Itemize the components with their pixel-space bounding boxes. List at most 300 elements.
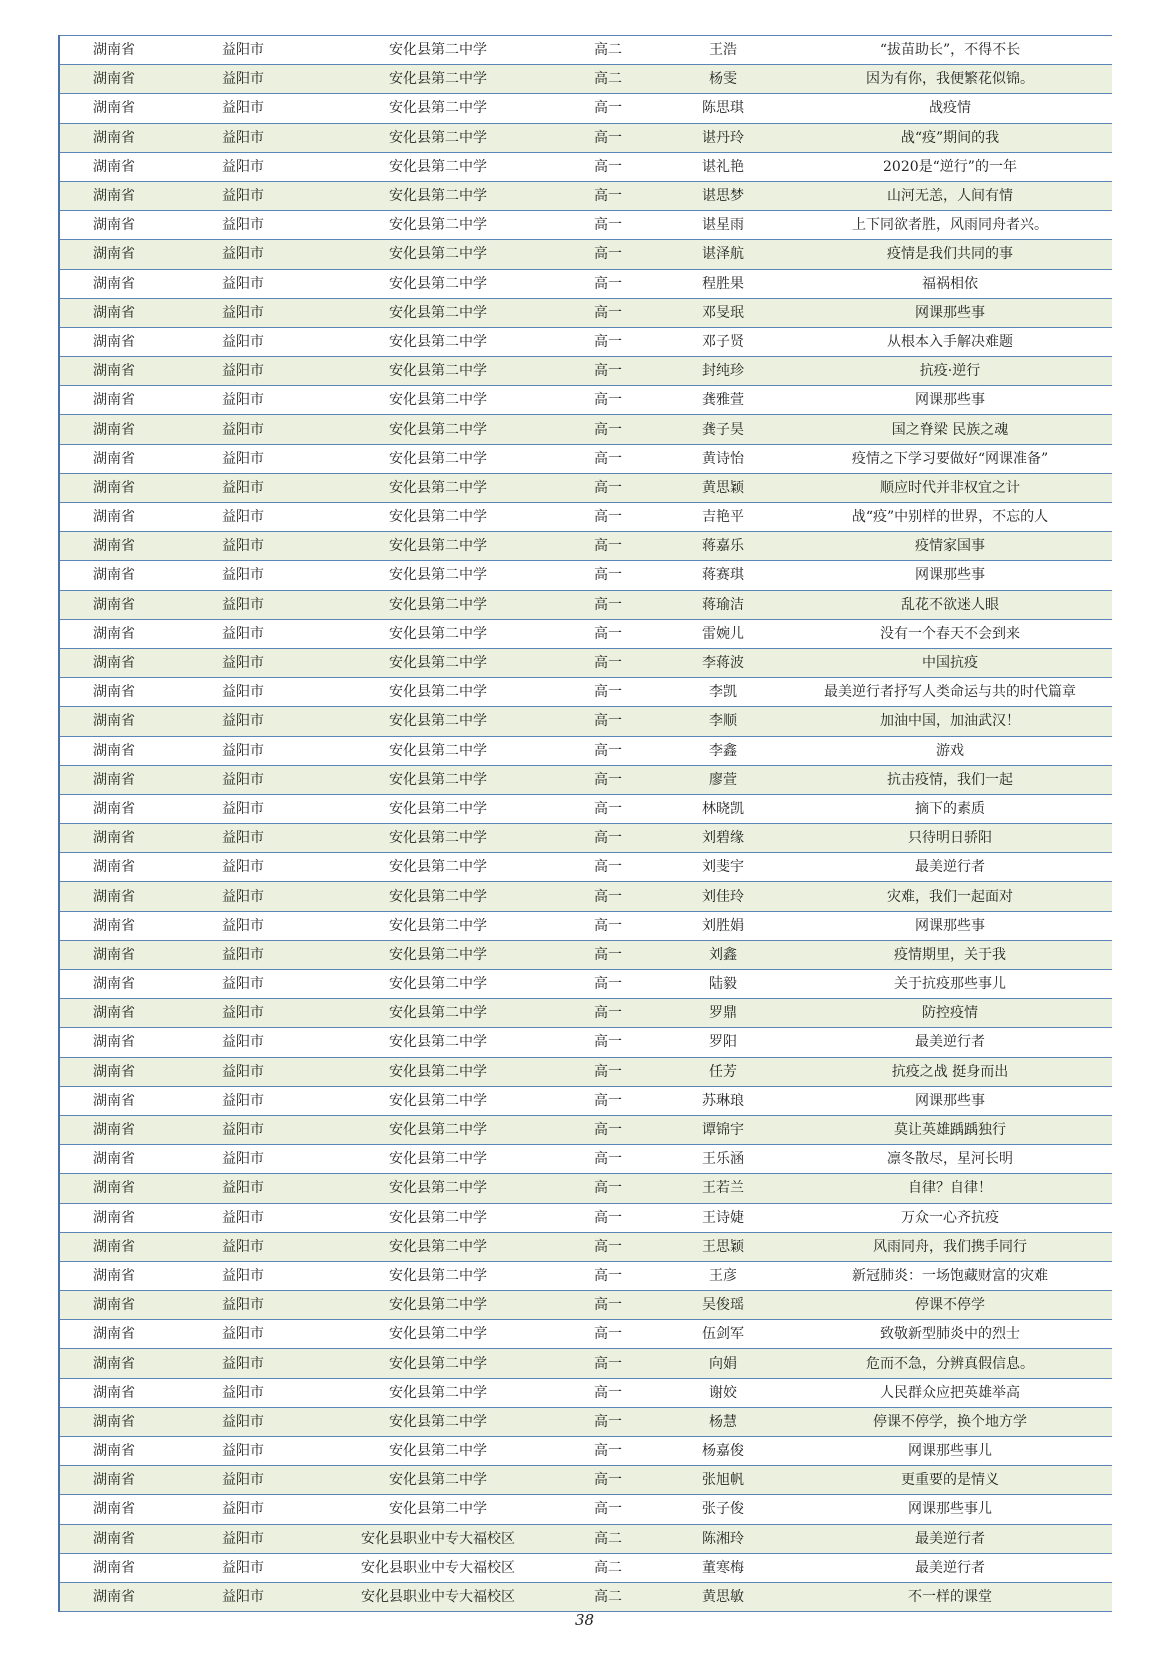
school-cell: 安化县第二中学 — [318, 619, 558, 648]
city-cell: 益阳市 — [168, 1349, 318, 1378]
school-cell: 安化县第二中学 — [318, 181, 558, 210]
name-cell: 王乐涵 — [658, 1145, 788, 1174]
grade-cell: 高二 — [558, 36, 658, 65]
table-row — [60, 882, 1112, 911]
school-cell: 安化县职业中专大福校区 — [318, 1582, 558, 1611]
table-row — [60, 1407, 1112, 1436]
school-cell: 安化县第二中学 — [318, 940, 558, 969]
grade-cell: 高一 — [558, 1407, 658, 1436]
city-cell: 益阳市 — [168, 1174, 318, 1203]
table-row — [60, 970, 1112, 999]
title-cell: 抗疫之战 挺身而出 — [788, 1057, 1112, 1086]
title-cell: 游戏 — [788, 736, 1112, 765]
grade-cell: 高一 — [558, 1378, 658, 1407]
table-row — [60, 648, 1112, 677]
title-cell: 摘下的素质 — [788, 794, 1112, 823]
name-cell: 龚雅萱 — [658, 386, 788, 415]
title-cell: 凛冬散尽，星河长明 — [788, 1145, 1112, 1174]
table-row — [60, 794, 1112, 823]
title-cell: 网课那些事儿 — [788, 1495, 1112, 1524]
name-cell: 龚子昊 — [658, 415, 788, 444]
grade-cell: 高一 — [558, 853, 658, 882]
name-cell: 刘胜娟 — [658, 911, 788, 940]
table-row — [60, 1057, 1112, 1086]
name-cell: 雷婉儿 — [658, 619, 788, 648]
city-cell: 益阳市 — [168, 1320, 318, 1349]
grade-cell: 高一 — [558, 269, 658, 298]
grade-cell: 高一 — [558, 794, 658, 823]
title-cell: 顺应时代并非权宜之计 — [788, 473, 1112, 502]
name-cell: 王彦 — [658, 1261, 788, 1290]
province-cell: 湖南省 — [60, 444, 168, 473]
school-cell: 安化县第二中学 — [318, 473, 558, 502]
title-cell: 网课那些事 — [788, 1086, 1112, 1115]
school-cell: 安化县第二中学 — [318, 415, 558, 444]
province-cell: 湖南省 — [60, 269, 168, 298]
grade-cell: 高一 — [558, 298, 658, 327]
title-cell: 防控疫情 — [788, 999, 1112, 1028]
province-cell: 湖南省 — [60, 415, 168, 444]
school-cell: 安化县第二中学 — [318, 1232, 558, 1261]
grade-cell: 高一 — [558, 1495, 658, 1524]
province-cell: 湖南省 — [60, 532, 168, 561]
city-cell: 益阳市 — [168, 327, 318, 356]
school-cell: 安化县第二中学 — [318, 1349, 558, 1378]
school-cell: 安化县第二中学 — [318, 269, 558, 298]
province-cell: 湖南省 — [60, 882, 168, 911]
title-cell: 停课不停学，换个地方学 — [788, 1407, 1112, 1436]
name-cell: 苏琳琅 — [658, 1086, 788, 1115]
name-cell: 刘碧缘 — [658, 824, 788, 853]
grade-cell: 高一 — [558, 824, 658, 853]
grade-cell: 高一 — [558, 503, 658, 532]
title-cell: 不一样的课堂 — [788, 1582, 1112, 1611]
name-cell: 刘鑫 — [658, 940, 788, 969]
grade-cell: 高一 — [558, 415, 658, 444]
table-row — [60, 386, 1112, 415]
table-row — [60, 765, 1112, 794]
table-row — [60, 415, 1112, 444]
city-cell: 益阳市 — [168, 1115, 318, 1144]
school-cell: 安化县第二中学 — [318, 648, 558, 677]
school-cell: 安化县第二中学 — [318, 561, 558, 590]
city-cell: 益阳市 — [168, 1524, 318, 1553]
city-cell: 益阳市 — [168, 415, 318, 444]
title-cell: 网课那些事 — [788, 561, 1112, 590]
entries-table — [58, 35, 1112, 1612]
school-cell: 安化县第二中学 — [318, 532, 558, 561]
table-row — [60, 1115, 1112, 1144]
table-row — [60, 1028, 1112, 1057]
city-cell: 益阳市 — [168, 1291, 318, 1320]
city-cell: 益阳市 — [168, 619, 318, 648]
grade-cell: 高一 — [558, 678, 658, 707]
table-row — [60, 1524, 1112, 1553]
province-cell: 湖南省 — [60, 1261, 168, 1290]
title-cell: 战“疫”中别样的世界，不忘的人 — [788, 503, 1112, 532]
city-cell: 益阳市 — [168, 181, 318, 210]
city-cell: 益阳市 — [168, 824, 318, 853]
province-cell: 湖南省 — [60, 1407, 168, 1436]
title-cell: 莫让英雄踽踽独行 — [788, 1115, 1112, 1144]
school-cell: 安化县职业中专大福校区 — [318, 1553, 558, 1582]
table-row — [60, 1349, 1112, 1378]
grade-cell: 高一 — [558, 648, 658, 677]
table-row — [60, 678, 1112, 707]
province-cell: 湖南省 — [60, 1437, 168, 1466]
table-row — [60, 1145, 1112, 1174]
city-cell: 益阳市 — [168, 590, 318, 619]
name-cell: 陈湘玲 — [658, 1524, 788, 1553]
grade-cell: 高一 — [558, 1115, 658, 1144]
school-cell: 安化县第二中学 — [318, 211, 558, 240]
city-cell: 益阳市 — [168, 298, 318, 327]
name-cell: 谌礼艳 — [658, 152, 788, 181]
school-cell: 安化县第二中学 — [318, 707, 558, 736]
school-cell: 安化县第二中学 — [318, 1261, 558, 1290]
name-cell: 蒋嘉乐 — [658, 532, 788, 561]
grade-cell: 高二 — [558, 1524, 658, 1553]
province-cell: 湖南省 — [60, 794, 168, 823]
name-cell: 封纯珍 — [658, 357, 788, 386]
province-cell: 湖南省 — [60, 152, 168, 181]
name-cell: 李鑫 — [658, 736, 788, 765]
grade-cell: 高一 — [558, 1320, 658, 1349]
school-cell: 安化县第二中学 — [318, 678, 558, 707]
name-cell: 李蒋波 — [658, 648, 788, 677]
table-row — [60, 707, 1112, 736]
city-cell: 益阳市 — [168, 1057, 318, 1086]
name-cell: 谌星雨 — [658, 211, 788, 240]
title-cell: 疫情是我们共同的事 — [788, 240, 1112, 269]
table-row — [60, 211, 1112, 240]
city-cell: 益阳市 — [168, 736, 318, 765]
grade-cell: 高一 — [558, 707, 658, 736]
title-cell: 疫情之下学习要做好“网课准备” — [788, 444, 1112, 473]
grade-cell: 高二 — [558, 1553, 658, 1582]
city-cell: 益阳市 — [168, 1378, 318, 1407]
title-cell: 福祸相依 — [788, 269, 1112, 298]
city-cell: 益阳市 — [168, 1232, 318, 1261]
province-cell: 湖南省 — [60, 94, 168, 123]
province-cell: 湖南省 — [60, 1349, 168, 1378]
grade-cell: 高一 — [558, 970, 658, 999]
table-row — [60, 1495, 1112, 1524]
school-cell: 安化县第二中学 — [318, 444, 558, 473]
table-row — [60, 1232, 1112, 1261]
title-cell: 从根本入手解决难题 — [788, 327, 1112, 356]
province-cell: 湖南省 — [60, 1553, 168, 1582]
grade-cell: 高一 — [558, 1057, 658, 1086]
title-cell: 疫情家国事 — [788, 532, 1112, 561]
province-cell: 湖南省 — [60, 1028, 168, 1057]
title-cell: 抗疫·逆行 — [788, 357, 1112, 386]
city-cell: 益阳市 — [168, 1145, 318, 1174]
title-cell: 最美逆行者抒写人类命运与共的时代篇章 — [788, 678, 1112, 707]
name-cell: 杨雯 — [658, 65, 788, 94]
school-cell: 安化县第二中学 — [318, 357, 558, 386]
table-row — [60, 473, 1112, 502]
province-cell: 湖南省 — [60, 1203, 168, 1232]
table-row — [60, 736, 1112, 765]
table-row — [60, 1466, 1112, 1495]
school-cell: 安化县第二中学 — [318, 765, 558, 794]
table-row — [60, 1553, 1112, 1582]
province-cell: 湖南省 — [60, 911, 168, 940]
name-cell: 张子俊 — [658, 1495, 788, 1524]
title-cell: 没有一个春天不会到来 — [788, 619, 1112, 648]
table-row — [60, 911, 1112, 940]
title-cell: 国之脊梁 民族之魂 — [788, 415, 1112, 444]
province-cell: 湖南省 — [60, 473, 168, 502]
title-cell: 新冠肺炎：一场饱藏财富的灾难 — [788, 1261, 1112, 1290]
province-cell: 湖南省 — [60, 503, 168, 532]
province-cell: 湖南省 — [60, 999, 168, 1028]
table-row — [60, 590, 1112, 619]
province-cell: 湖南省 — [60, 1115, 168, 1144]
grade-cell: 高一 — [558, 911, 658, 940]
table-row — [60, 298, 1112, 327]
name-cell: 吴俊瑶 — [658, 1291, 788, 1320]
title-cell: 最美逆行者 — [788, 1524, 1112, 1553]
name-cell: 谌丹玲 — [658, 123, 788, 152]
city-cell: 益阳市 — [168, 473, 318, 502]
grade-cell: 高一 — [558, 327, 658, 356]
province-cell: 湖南省 — [60, 648, 168, 677]
table-row — [60, 999, 1112, 1028]
table-row — [60, 152, 1112, 181]
name-cell: 黄思颖 — [658, 473, 788, 502]
title-cell: 加油中国，加油武汉！ — [788, 707, 1112, 736]
province-cell: 湖南省 — [60, 240, 168, 269]
province-cell: 湖南省 — [60, 386, 168, 415]
city-cell: 益阳市 — [168, 648, 318, 677]
title-cell: 网课那些事儿 — [788, 1437, 1112, 1466]
school-cell: 安化县第二中学 — [318, 1466, 558, 1495]
province-cell: 湖南省 — [60, 590, 168, 619]
school-cell: 安化县第二中学 — [318, 1495, 558, 1524]
province-cell: 湖南省 — [60, 1320, 168, 1349]
city-cell: 益阳市 — [168, 707, 318, 736]
name-cell: 王若兰 — [658, 1174, 788, 1203]
school-cell: 安化县第二中学 — [318, 386, 558, 415]
title-cell: 最美逆行者 — [788, 1553, 1112, 1582]
province-cell: 湖南省 — [60, 357, 168, 386]
table-row — [60, 1174, 1112, 1203]
school-cell: 安化县第二中学 — [318, 1437, 558, 1466]
grade-cell: 高一 — [558, 1437, 658, 1466]
province-cell: 湖南省 — [60, 970, 168, 999]
grade-cell: 高一 — [558, 561, 658, 590]
table-row — [60, 357, 1112, 386]
title-cell: 万众一心齐抗疫 — [788, 1203, 1112, 1232]
title-cell: 危而不急，分辨真假信息。 — [788, 1349, 1112, 1378]
name-cell: 向娟 — [658, 1349, 788, 1378]
name-cell: 李凯 — [658, 678, 788, 707]
province-cell: 湖南省 — [60, 736, 168, 765]
name-cell: 刘斐宇 — [658, 853, 788, 882]
city-cell: 益阳市 — [168, 1261, 318, 1290]
grade-cell: 高一 — [558, 1086, 658, 1115]
city-cell: 益阳市 — [168, 678, 318, 707]
province-cell: 湖南省 — [60, 1086, 168, 1115]
grade-cell: 高一 — [558, 1174, 658, 1203]
city-cell: 益阳市 — [168, 36, 318, 65]
city-cell: 益阳市 — [168, 1028, 318, 1057]
school-cell: 安化县第二中学 — [318, 911, 558, 940]
grade-cell: 高一 — [558, 123, 658, 152]
school-cell: 安化县第二中学 — [318, 1320, 558, 1349]
grade-cell: 高二 — [558, 65, 658, 94]
table-row — [60, 444, 1112, 473]
title-cell: 因为有你，我便繁花似锦。 — [788, 65, 1112, 94]
grade-cell: 高一 — [558, 1466, 658, 1495]
city-cell: 益阳市 — [168, 1466, 318, 1495]
grade-cell: 高一 — [558, 1203, 658, 1232]
title-cell: 灾难，我们一起面对 — [788, 882, 1112, 911]
title-cell: 人民群众应把英雄举高 — [788, 1378, 1112, 1407]
title-cell: 网课那些事 — [788, 298, 1112, 327]
table-row — [60, 36, 1112, 65]
name-cell: 邓子贤 — [658, 327, 788, 356]
school-cell: 安化县第二中学 — [318, 882, 558, 911]
province-cell: 湖南省 — [60, 561, 168, 590]
school-cell: 安化县第二中学 — [318, 152, 558, 181]
grade-cell: 高一 — [558, 999, 658, 1028]
city-cell: 益阳市 — [168, 882, 318, 911]
school-cell: 安化县第二中学 — [318, 1115, 558, 1144]
title-cell: 乱花不欲迷人眼 — [788, 590, 1112, 619]
province-cell: 湖南省 — [60, 211, 168, 240]
school-cell: 安化县职业中专大福校区 — [318, 1524, 558, 1553]
province-cell: 湖南省 — [60, 123, 168, 152]
school-cell: 安化县第二中学 — [318, 824, 558, 853]
province-cell: 湖南省 — [60, 1582, 168, 1611]
province-cell: 湖南省 — [60, 1466, 168, 1495]
school-cell: 安化县第二中学 — [318, 1378, 558, 1407]
grade-cell: 高一 — [558, 357, 658, 386]
name-cell: 程胜果 — [658, 269, 788, 298]
name-cell: 杨慧 — [658, 1407, 788, 1436]
grade-cell: 高一 — [558, 619, 658, 648]
school-cell: 安化县第二中学 — [318, 503, 558, 532]
province-cell: 湖南省 — [60, 707, 168, 736]
school-cell: 安化县第二中学 — [318, 65, 558, 94]
school-cell: 安化县第二中学 — [318, 1086, 558, 1115]
school-cell: 安化县第二中学 — [318, 1174, 558, 1203]
name-cell: 蒋赛琪 — [658, 561, 788, 590]
title-cell: 风雨同舟，我们携手同行 — [788, 1232, 1112, 1261]
province-cell: 湖南省 — [60, 1145, 168, 1174]
city-cell: 益阳市 — [168, 1553, 318, 1582]
city-cell: 益阳市 — [168, 1407, 318, 1436]
city-cell: 益阳市 — [168, 1437, 318, 1466]
province-cell: 湖南省 — [60, 678, 168, 707]
title-cell: 抗击疫情，我们一起 — [788, 765, 1112, 794]
school-cell: 安化县第二中学 — [318, 1291, 558, 1320]
grade-cell: 高一 — [558, 1145, 658, 1174]
school-cell: 安化县第二中学 — [318, 327, 558, 356]
table-row — [60, 1261, 1112, 1290]
grade-cell: 高一 — [558, 444, 658, 473]
grade-cell: 高一 — [558, 1028, 658, 1057]
title-cell: “拔苗助长”，不得不长 — [788, 36, 1112, 65]
name-cell: 林晓凯 — [658, 794, 788, 823]
school-cell: 安化县第二中学 — [318, 1057, 558, 1086]
name-cell: 张旭帆 — [658, 1466, 788, 1495]
school-cell: 安化县第二中学 — [318, 94, 558, 123]
province-cell: 湖南省 — [60, 853, 168, 882]
school-cell: 安化县第二中学 — [318, 240, 558, 269]
table-row — [60, 503, 1112, 532]
name-cell: 谌泽航 — [658, 240, 788, 269]
province-cell: 湖南省 — [60, 940, 168, 969]
city-cell: 益阳市 — [168, 444, 318, 473]
city-cell: 益阳市 — [168, 970, 318, 999]
table-row — [60, 824, 1112, 853]
title-cell: 自律？自律！ — [788, 1174, 1112, 1203]
title-cell: 更重要的是情义 — [788, 1466, 1112, 1495]
name-cell: 陈思琪 — [658, 94, 788, 123]
table-row — [60, 327, 1112, 356]
school-cell: 安化县第二中学 — [318, 36, 558, 65]
city-cell: 益阳市 — [168, 94, 318, 123]
name-cell: 谌思梦 — [658, 181, 788, 210]
title-cell: 停课不停学 — [788, 1291, 1112, 1320]
title-cell: 关于抗疫那些事儿 — [788, 970, 1112, 999]
city-cell: 益阳市 — [168, 386, 318, 415]
title-cell: 疫情期里，关于我 — [788, 940, 1112, 969]
grade-cell: 高一 — [558, 240, 658, 269]
grade-cell: 高一 — [558, 152, 658, 181]
title-cell: 上下同欲者胜，风雨同舟者兴。 — [788, 211, 1112, 240]
grade-cell: 高一 — [558, 590, 658, 619]
name-cell: 邓旻珉 — [658, 298, 788, 327]
title-cell: 中国抗疫 — [788, 648, 1112, 677]
table-row — [60, 1291, 1112, 1320]
province-cell: 湖南省 — [60, 65, 168, 94]
grade-cell: 高一 — [558, 94, 658, 123]
city-cell: 益阳市 — [168, 65, 318, 94]
title-cell: 最美逆行者 — [788, 853, 1112, 882]
province-cell: 湖南省 — [60, 181, 168, 210]
grade-cell: 高一 — [558, 386, 658, 415]
table-row — [60, 1086, 1112, 1115]
name-cell: 黄思敏 — [658, 1582, 788, 1611]
name-cell: 王诗婕 — [658, 1203, 788, 1232]
city-cell: 益阳市 — [168, 940, 318, 969]
table-row — [60, 240, 1112, 269]
name-cell: 吉艳平 — [658, 503, 788, 532]
province-cell: 湖南省 — [60, 1378, 168, 1407]
grade-cell: 高一 — [558, 765, 658, 794]
name-cell: 李顺 — [658, 707, 788, 736]
table-row — [60, 181, 1112, 210]
table-row — [60, 1378, 1112, 1407]
table-row — [60, 1437, 1112, 1466]
table-row — [60, 619, 1112, 648]
province-cell: 湖南省 — [60, 1495, 168, 1524]
school-cell: 安化县第二中学 — [318, 999, 558, 1028]
table-row — [60, 853, 1112, 882]
school-cell: 安化县第二中学 — [318, 1407, 558, 1436]
title-cell: 2020是“逆行”的一年 — [788, 152, 1112, 181]
school-cell: 安化县第二中学 — [318, 794, 558, 823]
province-cell: 湖南省 — [60, 1057, 168, 1086]
city-cell: 益阳市 — [168, 357, 318, 386]
title-cell: 只待明日骄阳 — [788, 824, 1112, 853]
title-cell: 战疫情 — [788, 94, 1112, 123]
